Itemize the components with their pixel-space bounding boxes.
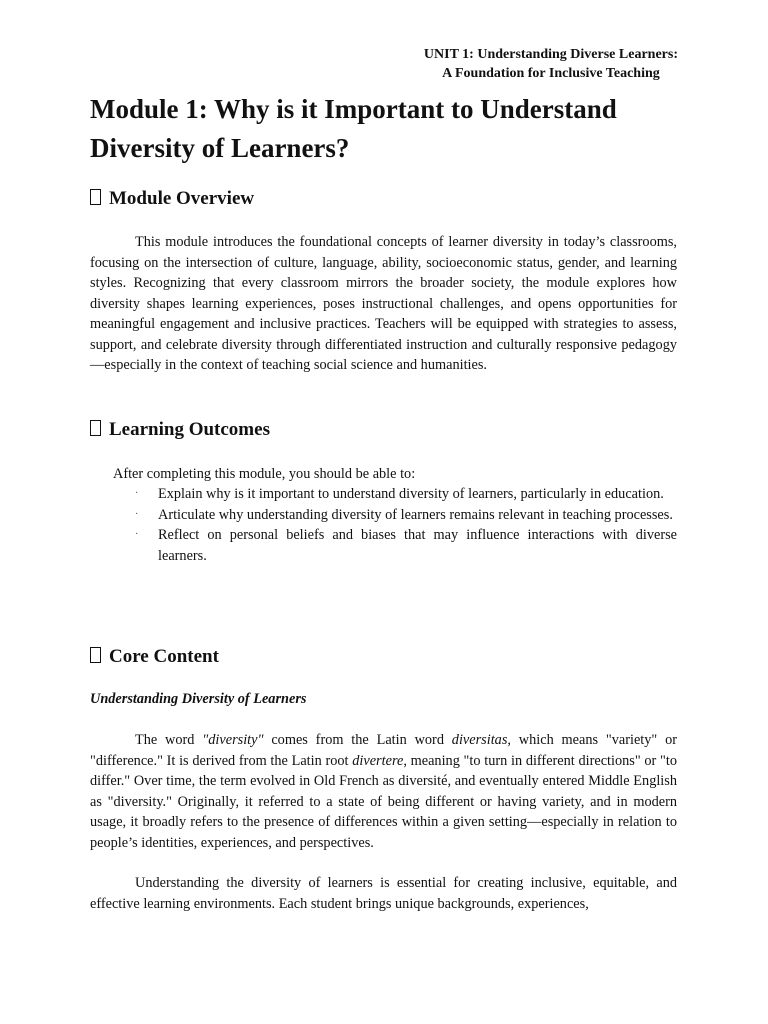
text-run-italic: "diversity": [202, 732, 264, 748]
page-title: Module 1: Why is it Important to Understand Diversity of Learners?: [90, 94, 617, 163]
outcomes-intro: After completing this module, you should be able to:: [113, 466, 416, 482]
list-item: [113, 525, 677, 566]
section-heading-label: Learning Outcomes: [109, 419, 270, 440]
bullet: ·: [135, 529, 139, 540]
list-item: [113, 484, 677, 505]
box-icon: [90, 420, 101, 436]
section-heading-label: Module Overview: [109, 188, 255, 209]
section-heading-label: Core Content: [109, 646, 219, 667]
core-paragraph-1: [90, 730, 677, 853]
subheading: Understanding Diversity of Learners: [90, 691, 307, 707]
list-item-text: Articulate why understanding diversity of learners remains relevant in teaching processes.: [158, 506, 673, 523]
box-icon: [90, 189, 101, 205]
running-header: [424, 45, 678, 83]
header-line-1: UNIT 1: Understanding Diverse Learners:: [423, 47, 678, 62]
core-paragraph-2: Understanding the diversity of learners is essential for creating inclusive, equitable, and effective learning environments. Each student brings unique backgrounds, experiences,: [90, 875, 677, 912]
text-run: comes from the Latin word: [263, 732, 452, 748]
text-run-italic: divertere: [352, 752, 404, 769]
overview-paragraph: This module introduces the foundational concepts of learner diversity in today’s classrooms, focusing on the intersection of culture, language, ability, socioeconomic status, gender, and learning styles. Recognizing that every classroom mirrors the broader society, the module explores how diversity shapes learning experiences, poses instructional challenges, and opens opportunities for meaningful engagement and inclusive practices. Teachers will be equipped with strategies to assess, support, and celebrate diversity through differentiated instruction and culturally responsive pedagogy—especially in the context of teaching social science and humanities.: [90, 234, 677, 373]
text-run: The word: [135, 732, 203, 748]
list-item-text: Explain why is it important to understand diversity of learners, particularly in education.: [158, 486, 664, 502]
outcomes-list: [113, 484, 677, 566]
text-run-italic: diversitas,: [451, 732, 511, 748]
box-icon: [90, 647, 101, 663]
bullet: ·: [135, 488, 139, 499]
text-run: , meaning "to turn in different directions" or "to differ." Over time, the term evolved in Old French as diversité, and eventually entered Middle English as "diversity." Originally, it referred to a state of being different or having variety, and in modern usage, it broadly refers to the presence of differences within a given setting—especially in relation to people’s identities, experiences, and perspectives.: [90, 752, 677, 851]
list-item: [113, 505, 677, 526]
section-heading-overview: [90, 188, 254, 210]
section-heading-core: [90, 646, 219, 668]
section-heading-outcomes: [90, 419, 270, 441]
text-run: which means "variety" or "difference." It is derived from the Latin root: [90, 732, 677, 769]
bullet: ·: [135, 508, 139, 520]
header-line-2: A Foundation for Inclusive Teaching: [442, 66, 660, 81]
list-item-text: Reflect on personal beliefs and biases that may influence interactions with diverse learners.: [158, 527, 677, 564]
